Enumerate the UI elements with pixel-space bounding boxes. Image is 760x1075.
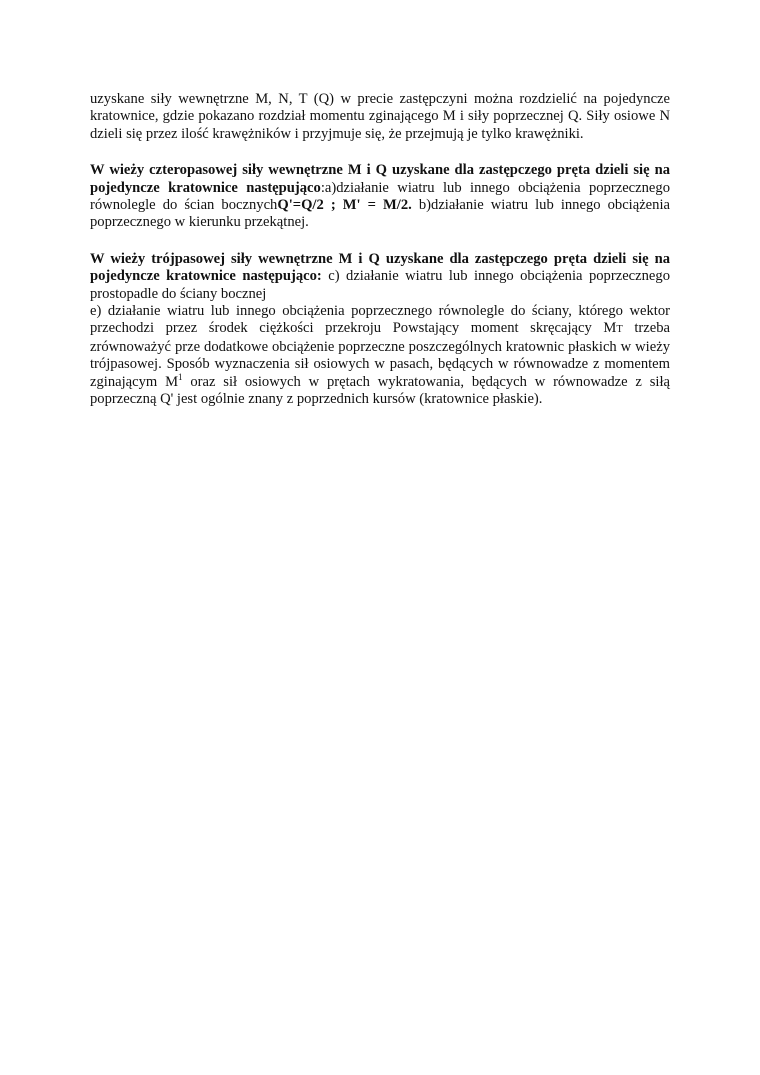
document-page [90, 91, 670, 409]
formula-q-m-half: Q'=Q/2 ; M' = M/2. [277, 197, 412, 214]
paragraph-text: uzyskane siły wewnętrzne M, N, T (Q) w precie zastępczyni można rozdzielić na pojedyncze kratownice, gdzie pokazano rozdział momentu zginającego M i siły poprzecznej Q. Siły osiowe N dzieli się przez ilość krawężników i przyjmuje się, że przejmują je tylko krawężniki. [90, 91, 670, 142]
paragraph-internal-forces [90, 91, 670, 143]
moment-superscript: 1 [178, 371, 183, 382]
paragraph-spacer [90, 143, 670, 162]
heading-four-leg-tower: W wieży czteropasowej siły wewnętrzne M i Q uzyskane dla zastępczego pręta dzieli się na pojedyncze kratownice następująco [90, 162, 670, 196]
paragraph-four-leg-tower [90, 162, 670, 232]
paragraph-three-leg-tower [90, 251, 670, 303]
case-e-text-part1: e) działanie wiatru lub innego obciążenia poprzecznego równolegle do ściany, którego wektor przechodzi przez środek ciężkości przekroju Powstający moment skręcający M [90, 303, 670, 337]
paragraph-spacer [90, 232, 670, 251]
case-e-text-part3: oraz sił osiowych w prętach wykratowania, będących w równowadze z siłą poprzeczną Q' jest ogólnie znany z poprzednich kursów (kratownice płaskie). [90, 373, 670, 408]
case-e-text-part2: trzeba zrównoważyć prze dodatkowe obciążenie poprzeczne poszczególnych kratownic płaskich w wieży trójpasowej. Sposób wyznaczenia sił osiowych w pasach, będących w równowadze z momentem zginającym M [90, 320, 670, 390]
case-c-text: c) działanie wiatru lub innego obciążenia poprzecznego prostopadle do ściany bocznej [90, 268, 670, 302]
heading-three-leg-tower: W wieży trójpasowej siły wewnętrzne M i Q uzyskane dla zastępczego pręta dzieli się na pojedyncze kratownice następująco: [90, 250, 670, 285]
torque-subscript: T [616, 324, 623, 336]
case-b-text: b)działanie wiatru lub innego obciążenia poprzecznego w kierunku przekątnej. [90, 197, 670, 231]
paragraph-case-e [90, 303, 670, 408]
case-a-text: :a)działanie wiatru lub innego obciążenia poprzecznego równolegle do ścian bocznych [90, 179, 670, 214]
